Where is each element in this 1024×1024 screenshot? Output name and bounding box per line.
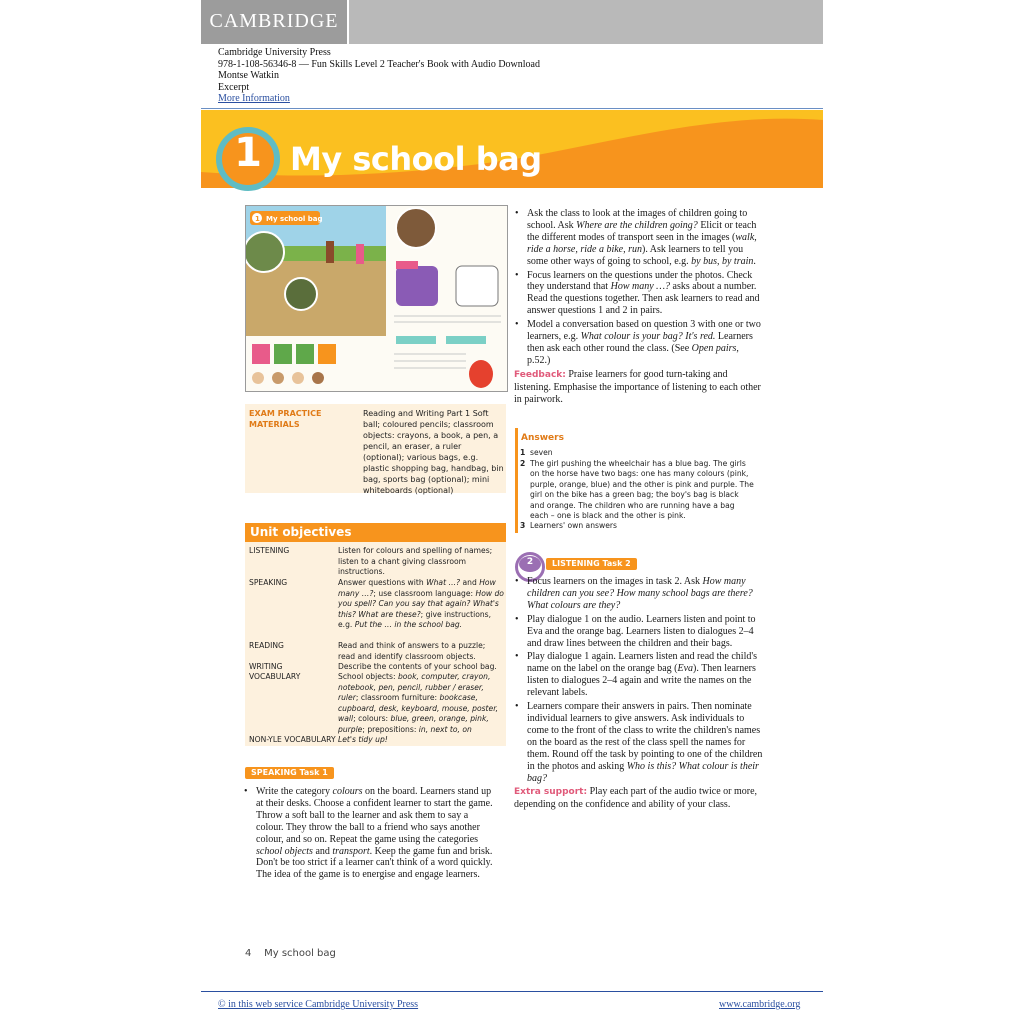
objective-key-speaking: SPEAKING (249, 578, 288, 587)
unit-objectives-title: Unit objectives (250, 525, 352, 539)
feedback-text: Praise learners for good turn-taking and listening. Emphasise the importance of listening to each other in pairwork. (514, 368, 761, 405)
objective-key-writing: WRITING (249, 662, 283, 671)
objective-value-vocabulary: School objects: book, computer, crayon, notebook, pen, pencil, rubber / eraser, ruler; classroom furniture: bookcase, cupboard, desk, keyboard, mouse, poster, wall; colours: blue, green, orange, pink, purple; prepositions: in, next to, on (338, 672, 499, 734)
objective-key-vocabulary: VOCABULARY (249, 672, 301, 681)
cambridge-logo: CAMBRIDGE (209, 10, 339, 32)
thumbnail-title: My school bag (266, 215, 323, 223)
objective-value-listening: Listen for colours and spelling of names; listen to a chant giving classroom instructions. (338, 546, 493, 576)
thumbnail-illustration (246, 206, 507, 391)
answer-2: 2 The girl pushing the wheelchair has a blue bag. The girls on the horse have two bags: one has many colours (pink, purple, orange, blue) and the other is pink and purple. The girl on the bike has a green bag; the boy's bag is black and orange. The children who are running have a bag each – one is black and the other is pink. (520, 459, 754, 521)
listening-bullet-3: • Play dialogue 1 again. Learners listen and read the child's name on the label on the orange bag (Eva). Then learners listen to dialogues 2–4 again and write the names on the relevant labels. (514, 651, 764, 699)
listening-bullet-4: • Learners compare their answers in pairs. Then nominate individual learners to give answers. Ask individuals to come to the front of the class to write the children's names on the board as the rest of the class spell the names for them. Round off the task by pointing to one of the children in the photos and asking Who is this? What colour is their bag? (514, 701, 764, 784)
objective-key-listening: LISTENING (249, 546, 290, 555)
speaking-task-tag: SPEAKING Task 1 (245, 767, 334, 779)
answer-1: 1 seven (520, 448, 553, 457)
listening-bullet-1: • Focus learners on the images in task 2. Ask How many children can you see? How many school bags are there? What colours are they? (514, 576, 764, 612)
listening-bullets (514, 576, 764, 811)
answer-3: 3 Learners' own answers (520, 521, 617, 530)
meta-author: Montse Watkin (218, 70, 279, 82)
page-number: 4 (245, 948, 252, 959)
materials-label: EXAM PRACTICE MATERIALS (249, 409, 322, 429)
intro-bullet-2: • Focus learners on the questions under the photos. Check they understand that How many …? asks about a number. Read the questions together. Then ask learners to read and answer questions 1 and 2 in pairs. (514, 270, 764, 318)
listening-task-tag: LISTENING Task 2 (546, 558, 637, 570)
student-book-page-thumbnail (245, 205, 508, 392)
feedback-note (514, 369, 764, 406)
speaking-bullet: • Write the category colours on the board. Learners stand up at their desks. Choose a confident learner to start the game. Throw a soft ball to the learner and ask them to say a colour. They throw the ball to a friend who says another colour, and so on. Repeat the game using the categories school objects and transport. Keep the game fun and brisk. Don't be too strict if a learner can't think of a word quickly. The idea of the game is to energise and engage learners. (243, 786, 495, 881)
unit-number: 1 (234, 130, 262, 176)
objective-value-speaking: Answer questions with What …? and How many …?; use classroom language: How do you spell? Can you say that again? What's this? What are these?; give instructions, e.g. Put the … in the school bag. (338, 578, 504, 629)
intro-bullet-1: • Ask the class to look at the images of children going to school. Ask Where are the children going? Elicit or teach the different modes of transport seen in the images (walk, ride a horse, ride a bike, run). Ask learners to tell you some other ways of going to school, e.g. by bus, by train. (514, 208, 764, 268)
meta-isbn-title: 978-1-108-56346-8 — Fun Skills Level 2 Teacher's Book with Audio Download (218, 58, 540, 70)
extra-support-note (514, 786, 764, 811)
objective-value-writing: Describe the contents of your school bag. (338, 662, 497, 671)
header-rule (201, 108, 823, 109)
unit-title: My school bag (290, 140, 542, 178)
objective-key-non-yle-vocabulary: NON-YLE VOCABULARY (249, 735, 336, 744)
listening-bullet-2: • Play dialogue 1 on the audio. Learners listen and point to Eva and the orange bag. Learners listen to dialogues 2–4 and draw lines between the children and their bags. (514, 614, 764, 650)
answers-title: Answers (521, 433, 564, 443)
intro-bullet-3: • Model a conversation based on question 3 with one or two learners, e.g. What colour is your bag? It's red. Learners then ask each other round the class. (See Open pairs, p.52.) (514, 319, 764, 367)
speaking-task-text (243, 786, 495, 883)
materials-text: Reading and Writing Part 1 Soft ball; coloured pencils; classroom objects: crayons, a book, a pen, a pencil, an eraser, a ruler (optional); various bags, e.g. plastic shopping bag, handbag, bin bag, sports bag (optional); mini whiteboards (optional) (363, 409, 504, 495)
running-title: My school bag (264, 948, 336, 959)
audio-track-number: 2 (526, 557, 534, 567)
objective-value-reading: Read and think of answers to a puzzle; read and identify classroom objects. (338, 641, 486, 661)
meta-excerpt: Excerpt (218, 81, 250, 93)
website-link[interactable]: www.cambridge.org (719, 999, 801, 1010)
page-footer (245, 948, 336, 959)
thumbnail-number: 1 (255, 215, 260, 223)
book-meta (218, 47, 540, 105)
meta-publisher: Cambridge University Press (218, 47, 331, 58)
footer-rule (201, 991, 823, 992)
feedback-label: Feedback: (514, 369, 566, 380)
intro-bullets (514, 208, 764, 406)
answers-accent-bar (515, 428, 518, 533)
objective-value-non-yle-vocabulary: Let's tidy up! (338, 735, 388, 744)
more-information-link[interactable]: More Information (218, 93, 290, 105)
copyright-link[interactable]: © in this web service Cambridge University Press (218, 999, 419, 1010)
extra-support-text: Play each part of the audio twice or more, depending on the confidence and ability of your class. (514, 786, 758, 811)
objective-key-reading: READING (249, 641, 284, 650)
extra-support-label: Extra support: (514, 787, 588, 798)
